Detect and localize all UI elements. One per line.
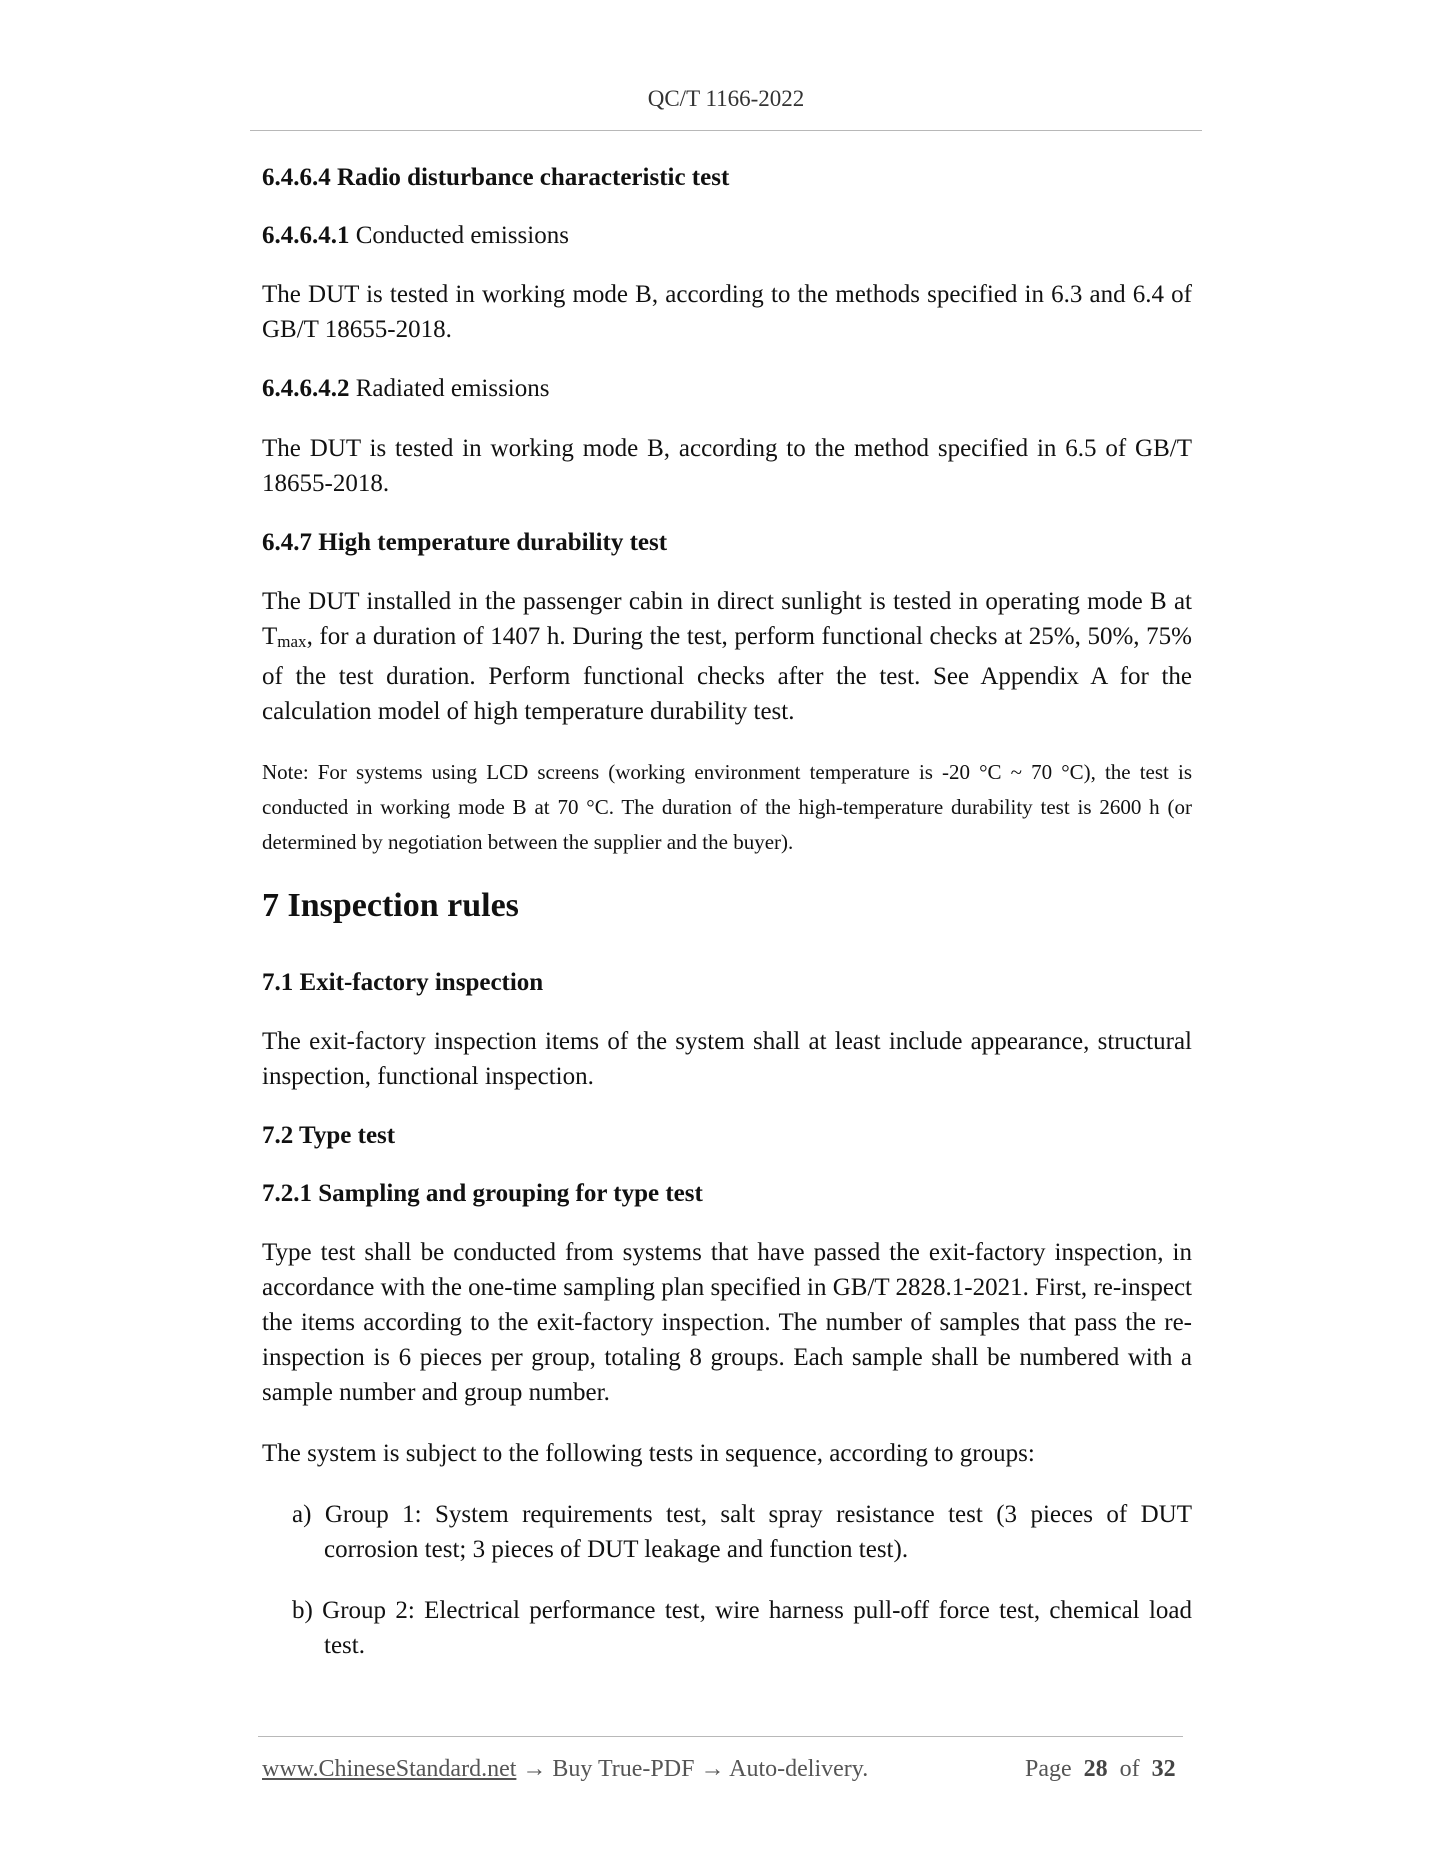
subscript-max: max [277, 632, 307, 651]
text-part: , for a duration of 1407 h. During the test, perform functional checks at 25%, 50%, 75% of the test duration. Perform functional checks after the test. See Appendix A for the calculation model of high temperature durability test. [262, 623, 1192, 725]
heading-7-2-1: 7.2.1 Sampling and grouping for type test [262, 1179, 703, 1207]
delivery-text: Auto-delivery. [729, 1756, 869, 1782]
arrow-icon: → [694, 1756, 730, 1782]
list-item-group-1: a) Group 1: System requirements test, salt spray resistance test (3 pieces of DUT corrosion test; 3 pieces of DUT leakage and function test). [292, 1501, 1192, 1564]
buy-text: Buy True-PDF [552, 1756, 695, 1782]
list-item-group-2: b) Group 2: Electrical performance test, wire harness pull-off force test, chemical load test. [292, 1597, 1192, 1660]
section-number: 6.4.6.4.2 [262, 375, 350, 402]
website-link[interactable]: www.ChineseStandard.net [262, 1756, 517, 1782]
heading-6-4-6-4-1 [262, 220, 1192, 253]
page-label: Page [1025, 1756, 1072, 1782]
heading-7: 7 Inspection rules [262, 887, 519, 924]
text-part: The DUT installed in the passenger cabin in direct sunlight is tested in operating mode B at T [262, 588, 1192, 650]
running-header: QC/T 1166-2022 [647, 86, 805, 111]
footer-promo [262, 1756, 868, 1783]
of-label: of [1119, 1756, 1140, 1782]
heading-7-2: 7.2 Type test [262, 1122, 396, 1150]
heading-7-1: 7.1 Exit-factory inspection [262, 968, 544, 996]
page-number: 28 [1083, 1756, 1108, 1782]
page-indicator [1025, 1756, 1176, 1783]
heading-6-4-7: 6.4.7 High temperature durability test [262, 528, 668, 556]
paragraph-radiated-emissions: The DUT is tested in working mode B, according to the method specified in 6.5 of GB/T 18655-2018. [262, 434, 1192, 497]
heading-6-4-6-4-2 [262, 373, 1192, 406]
footer-divider [258, 1736, 1183, 1737]
note-lcd-screens: Note: For systems using LCD screens (working environment temperature is -20 °C ~ 70 °C), the test is conducted in working mode B at 70 °C. The duration of the high-temperature durability test is 2600 h (or determined by negotiation between the supplier and the buyer). [262, 760, 1192, 854]
paragraph-groups-intro: The system is subject to the following tests in sequence, according to groups: [262, 1440, 1035, 1468]
page-total: 32 [1151, 1756, 1176, 1782]
arrow-icon: → [516, 1756, 553, 1782]
paragraph-sampling: Type test shall be conducted from systems that have passed the exit-factory inspection, in accordance with the one-time sampling plan specified in GB/T 2828.1-2021. First, re-inspect the items according to the exit-factory inspection. The number of samples that pass the re-inspection is 6 pieces per group, totaling 8 groups. Each sample shall be numbered with a sample number and group number. [262, 1239, 1192, 1407]
paragraph-high-temp-durability [262, 584, 1192, 729]
section-number: 6.4.6.4.1 [262, 221, 350, 249]
section-title: Conducted emissions [349, 221, 569, 249]
heading-6-4-6-4: 6.4.6.4 Radio disturbance characteristic test [262, 164, 730, 191]
section-title: Radiated emissions [349, 375, 550, 402]
paragraph-exit-factory: The exit-factory inspection items of the system shall at least include appearance, structural inspection, functional inspection. [262, 1028, 1192, 1091]
page-content [262, 162, 1192, 1689]
header-divider [250, 130, 1202, 131]
paragraph-conducted-emissions: The DUT is tested in working mode B, according to the methods specified in 6.3 and 6.4 of GB/T 18655-2018. [262, 281, 1192, 343]
